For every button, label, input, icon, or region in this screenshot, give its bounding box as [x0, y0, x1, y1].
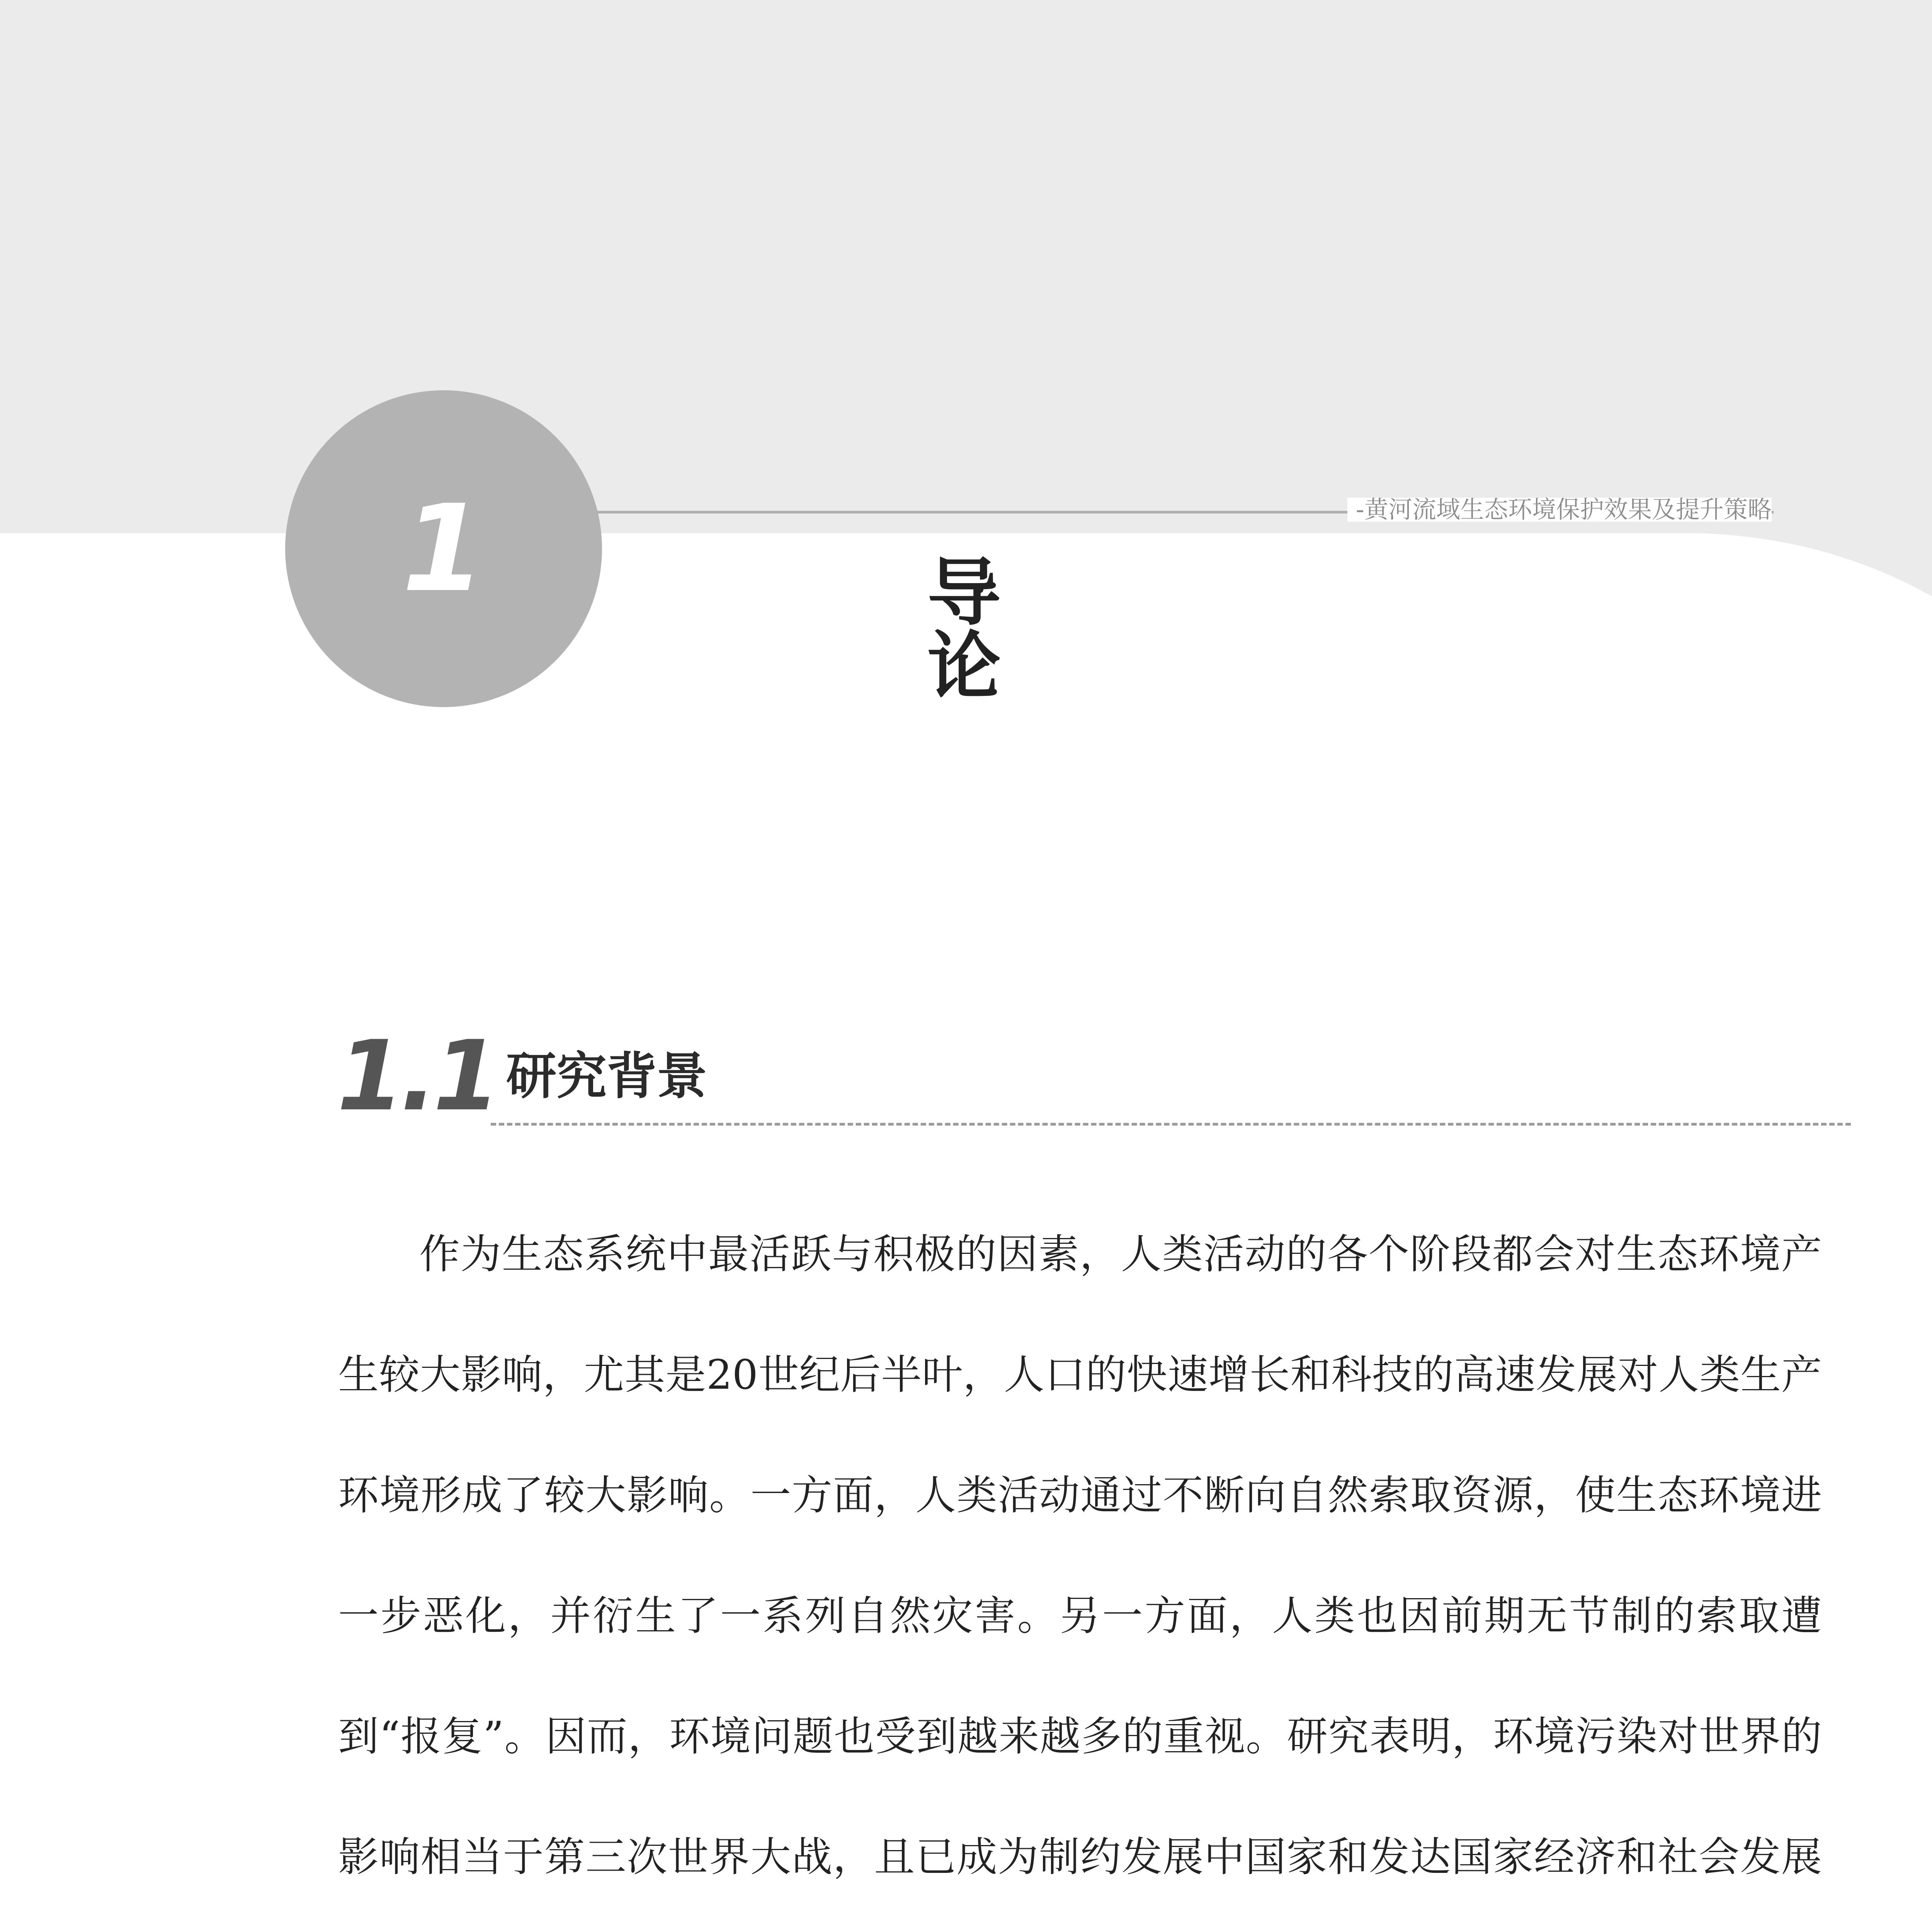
section-title: 研究背景: [506, 1047, 707, 1105]
running-title: -黄河流域生态环境保护效果及提升策略: [1347, 498, 1772, 522]
section-divider: [491, 1123, 1851, 1126]
body-paragraph: 作为生态系统中最活跃与积极的因素，人类活动的各个阶段都会对生态环境产生较大影响，尤其是20世纪后半叶，人口的快速增长和科技的高速发展对人类生产环境形成了较大影响。一方面，人类活动通过不断向自然索取资源，使生态环境进一步恶化，并衍生了一系列自然灾害。另一方面，人类也因前期无节制的索取遭到“报复”。因而，环境问题也受到越来越多的重视。研究表明，环境污染对世界的影响相当于第三次世界大战，且已成为制约发展中国家和发达国家经济和社会发展: [338, 1231, 1822, 1881]
section-number: 1.1: [337, 1020, 497, 1132]
chapter-number: 1: [402, 479, 485, 619]
body-text: [338, 1194, 1822, 1932]
chapter-title: 导论: [927, 550, 1140, 709]
